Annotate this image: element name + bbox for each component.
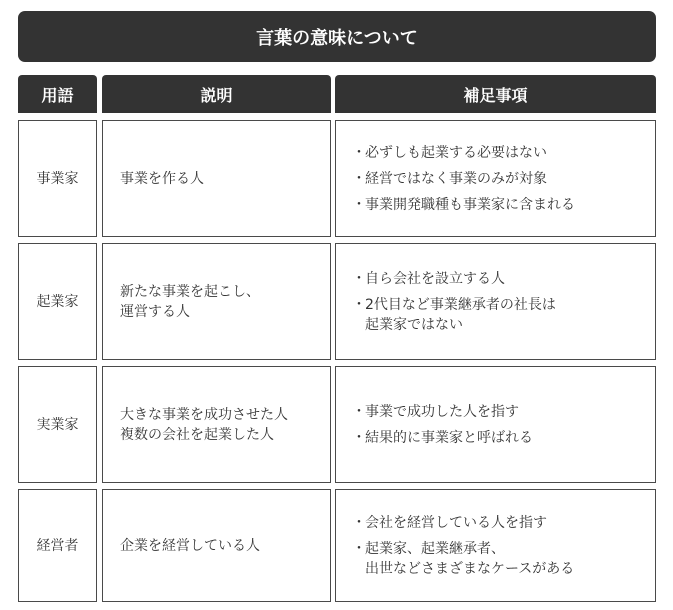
term-label: 起業家 bbox=[36, 293, 79, 310]
description-text: 事業を作る人 bbox=[120, 170, 204, 187]
note-item bbox=[352, 428, 655, 448]
note-item bbox=[352, 539, 655, 579]
bullet-icon: ・ bbox=[352, 170, 366, 187]
bullet-icon: ・ bbox=[352, 196, 366, 213]
description-text: 企業を経営している人 bbox=[120, 537, 260, 554]
table-row-description bbox=[102, 243, 331, 360]
note-item bbox=[352, 513, 655, 533]
bullet-icon: ・ bbox=[352, 403, 366, 420]
note-item bbox=[352, 402, 655, 422]
table-row-notes bbox=[335, 489, 656, 602]
note-text: 会社を経営している人を指す bbox=[365, 514, 547, 531]
term-label: 事業家 bbox=[36, 170, 79, 187]
table-row-term bbox=[18, 489, 97, 602]
note-item bbox=[352, 169, 655, 189]
description-text: 大きな事業を成功させた人 複数の会社を起業した人 bbox=[120, 406, 288, 443]
table-row-description bbox=[102, 489, 331, 602]
bullet-icon: ・ bbox=[352, 296, 366, 313]
term-label: 経営者 bbox=[36, 537, 79, 554]
note-item bbox=[352, 269, 655, 289]
note-item bbox=[352, 295, 655, 335]
note-text: 経営ではなく事業のみが対象 bbox=[365, 170, 547, 187]
note-text: 2代目など事業継承者の社長は 起業家ではない bbox=[365, 296, 556, 333]
header-notes: 補足事項 bbox=[335, 75, 656, 113]
header-description: 説明 bbox=[102, 75, 331, 113]
table-row-notes bbox=[335, 243, 656, 360]
bullet-icon: ・ bbox=[352, 540, 366, 557]
table-title: 言葉の意味について bbox=[18, 11, 656, 62]
table-row-term bbox=[18, 243, 97, 360]
table-row-notes bbox=[335, 120, 656, 237]
note-text: 結果的に事業家と呼ばれる bbox=[365, 429, 533, 446]
bullet-icon: ・ bbox=[352, 514, 366, 531]
table-row-description bbox=[102, 120, 331, 237]
description-text: 新たな事業を起こし、 運営する人 bbox=[120, 283, 260, 320]
table-row-description bbox=[102, 366, 331, 483]
bullet-icon: ・ bbox=[352, 429, 366, 446]
note-item bbox=[352, 143, 655, 163]
note-item bbox=[352, 195, 655, 215]
header-term: 用語 bbox=[18, 75, 97, 113]
note-text: 事業で成功した人を指す bbox=[365, 403, 519, 420]
note-text: 起業家、起業継承者、 出世などさまざまなケースがある bbox=[365, 540, 575, 577]
table-row-term bbox=[18, 120, 97, 237]
bullet-icon: ・ bbox=[352, 144, 366, 161]
note-text: 必ずしも起業する必要はない bbox=[365, 144, 547, 161]
table-row-notes bbox=[335, 366, 656, 483]
note-text: 事業開発職種も事業家に含まれる bbox=[365, 196, 575, 213]
note-text: 自ら会社を設立する人 bbox=[365, 270, 505, 287]
bullet-icon: ・ bbox=[352, 270, 366, 287]
table-row-term bbox=[18, 366, 97, 483]
term-label: 実業家 bbox=[36, 416, 79, 433]
